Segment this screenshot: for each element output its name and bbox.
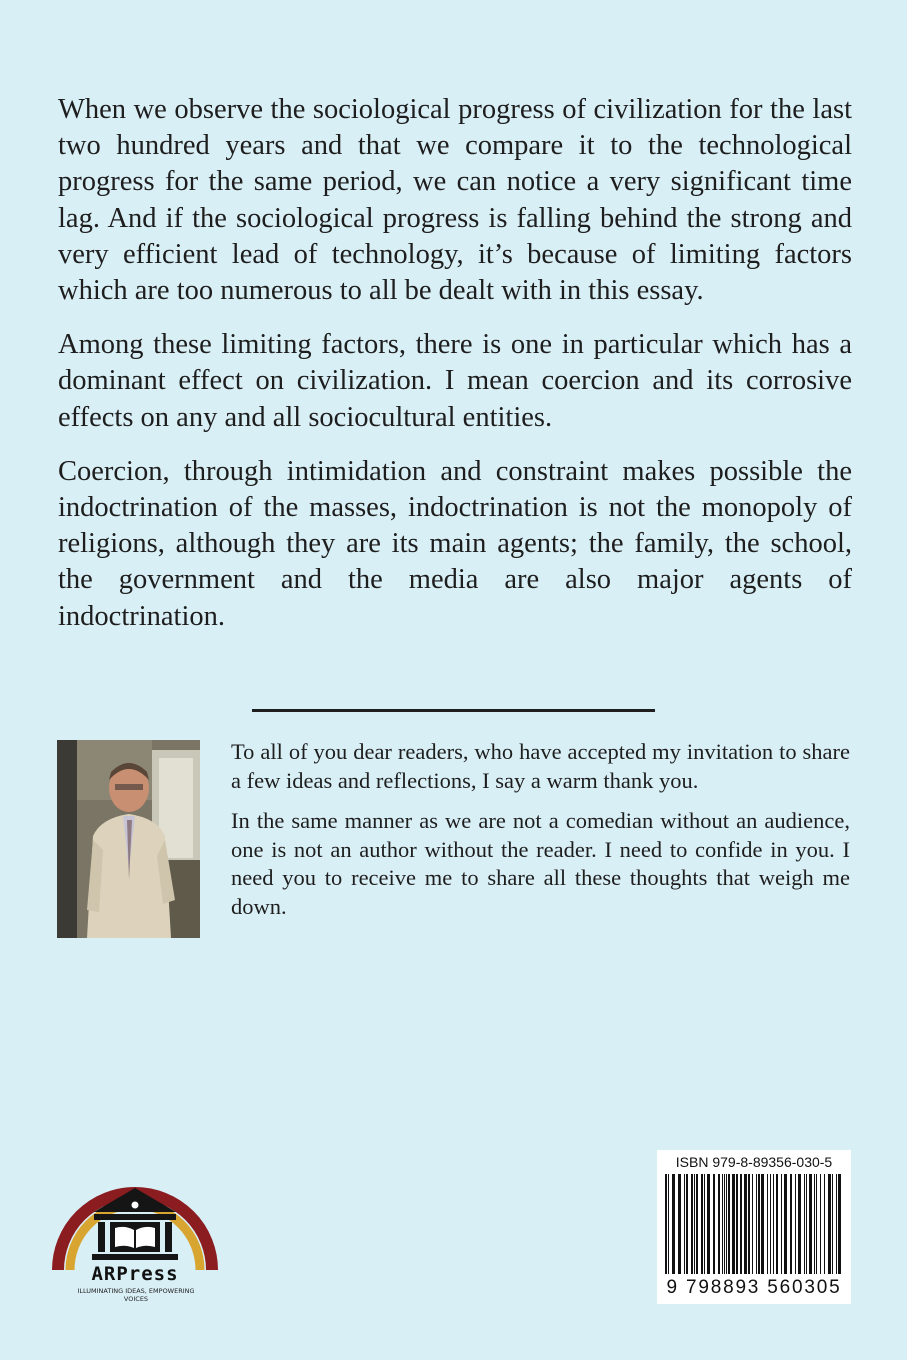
barcode-bar: [726, 1174, 727, 1274]
author-photo: [57, 740, 200, 938]
barcode-bar: [784, 1174, 787, 1274]
barcode-bar: [704, 1174, 705, 1274]
barcode-bar: [790, 1174, 792, 1274]
barcode-bar: [732, 1174, 735, 1274]
barcode-bar: [724, 1174, 725, 1274]
barcode-bar: [728, 1174, 730, 1274]
barcode-bar: [809, 1174, 812, 1274]
barcode-bar: [740, 1174, 742, 1274]
barcode-bar: [798, 1174, 801, 1274]
barcode-bar: [758, 1174, 760, 1274]
barcode-bar: [694, 1174, 695, 1274]
barcode-bar: [696, 1174, 698, 1274]
blurb-paragraph-2: Among these limiting factors, there is one in particular which has a dominant effect on civilization. I mean coercion and its corrosive effects on any and all sociocultural entities.: [58, 329, 852, 433]
author-paragraph-2: In the same manner as we are not a comedian without an audience, one is not an author without the reader. I need to confide in you. I need you to receive me to share all these thoughts that weigh me down.: [231, 808, 850, 919]
barcode-bar: [713, 1174, 715, 1274]
barcode-bar: [748, 1174, 750, 1274]
back-cover-blurb: [58, 92, 852, 653]
blurb-paragraph-3: Coercion, through intimidation and constraint makes possible the indoctrination of the masses, indoctrination is not the monopoly of religions, although they are its main agents; the family, the school, the government and the media are also major agents of indoctrination.: [58, 455, 852, 632]
barcode-bar: [776, 1174, 778, 1274]
barcode-bar: [781, 1174, 782, 1274]
barcode-bar: [736, 1174, 738, 1274]
section-divider: [252, 709, 655, 712]
publisher-tagline: ILLUMINATING IDEAS, EMPOWERING VOICES: [77, 1287, 195, 1303]
barcode-bar: [795, 1174, 796, 1274]
barcode-bar: [756, 1174, 757, 1274]
barcode-bar: [836, 1174, 837, 1274]
barcode-bar: [773, 1174, 774, 1274]
barcode-bar: [820, 1174, 821, 1274]
barcode-bar: [665, 1174, 667, 1274]
barcode-bar: [686, 1174, 688, 1274]
barcode-bar: [691, 1174, 693, 1274]
barcode-bar: [838, 1174, 841, 1274]
barcode-digits: 9 798893 560305: [666, 1277, 842, 1298]
barcode-bar: [828, 1174, 831, 1274]
author-note: [231, 738, 850, 933]
barcode-bar: [701, 1174, 703, 1274]
barcode-bar: [816, 1174, 817, 1274]
barcode-bar: [832, 1174, 833, 1274]
publisher-logo: [52, 1150, 218, 1310]
barcode-bar: [770, 1174, 771, 1274]
barcode-bar: [672, 1174, 675, 1274]
isbn-label: ISBN 979-8-89356-030-5: [675, 1154, 833, 1170]
barcode-bar: [804, 1174, 805, 1274]
barcode-bar: [761, 1174, 764, 1274]
author-portrait-image: [57, 740, 200, 938]
barcode-bar: [824, 1174, 825, 1274]
barcode-bar: [678, 1174, 681, 1274]
barcode-bar: [684, 1174, 685, 1274]
author-paragraph-1: To all of you dear readers, who have accepted my invitation to share a few ideas and reflections, I say a warm thank you.: [231, 739, 850, 793]
barcode-bars: [663, 1174, 845, 1278]
barcode-bar: [744, 1174, 747, 1274]
blurb-paragraph-1: When we observe the sociological progress of civilization for the last two hundred years and that we compare it to the technological progress for the same period, we can notice a very significant time lag. And if the sociological progress is falling behind the strong and very efficient lead of technology, it’s because of limiting factors which are too numerous to all be dealt with in this essay.: [58, 94, 852, 307]
barcode-bar: [668, 1174, 669, 1274]
isbn-barcode: [657, 1150, 851, 1304]
barcode-bar: [806, 1174, 807, 1274]
barcode-bar: [814, 1174, 815, 1274]
barcode-bar: [767, 1174, 768, 1274]
barcode-bar: [707, 1174, 710, 1274]
barcode-bar: [718, 1174, 720, 1274]
barcode-bar: [722, 1174, 723, 1274]
publisher-name: ARPress: [91, 1263, 179, 1285]
barcode-bar: [752, 1174, 753, 1274]
